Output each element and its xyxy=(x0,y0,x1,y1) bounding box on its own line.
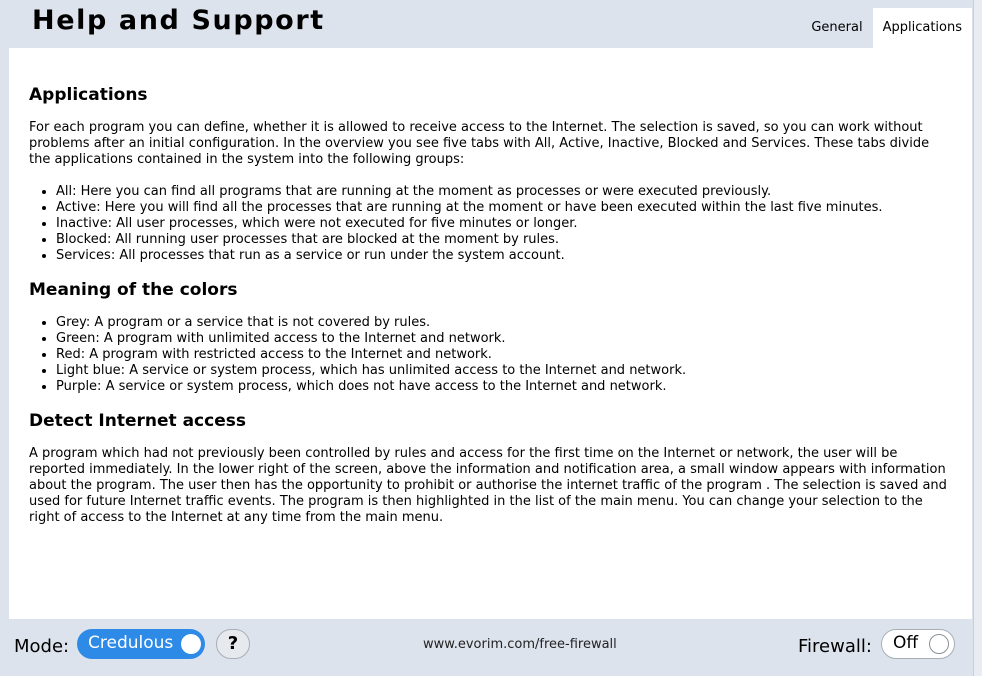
list-item: • Green: A program with unlimited access to the Internet and network. xyxy=(56,331,686,347)
website-link[interactable]: www.evorim.com/free-firewall xyxy=(423,637,617,652)
section-heading-detect-internet: Detect Internet access xyxy=(29,411,246,431)
firewall-value: Off xyxy=(893,633,919,653)
window-right-edge xyxy=(973,0,982,679)
list-item: • Services: All processes that run as a service or run under the system account. xyxy=(56,248,883,264)
help-content-panel xyxy=(9,48,972,619)
list-item: • Inactive: All user processes, which were not executed for five minutes or longer. xyxy=(56,216,883,232)
list-item: • Light blue: A service or system process, which has unlimited access to the Internet and network. xyxy=(56,363,686,379)
firewall-toggle[interactable] xyxy=(881,629,955,659)
detect-internet-paragraph: A program which had not previously been controlled by rules and access for the first time on the Internet or network, the user will be reported immediately. In the lower right of the screen, above the information and notification area, a small window appears with information about the program. The user then has the opportunity to prohibit or authorise the internet traffic of the program . The selection is saved and used for future Internet traffic events. The program is then highlighted in the list of the main menu. You can change your selection to the right of access to the Internet at any time from the main menu. xyxy=(29,446,947,525)
section-heading-applications: Applications xyxy=(29,85,148,105)
list-item: • Red: A program with restricted access to the Internet and network. xyxy=(56,347,686,363)
tab-general[interactable]: General xyxy=(811,20,863,35)
section-heading-colors: Meaning of the colors xyxy=(29,280,238,300)
page-title: Help and Support xyxy=(32,5,325,36)
applications-group-list xyxy=(29,184,883,264)
toggle-knob-icon xyxy=(929,634,949,654)
toggle-knob-icon xyxy=(181,634,201,654)
mode-toggle[interactable] xyxy=(77,629,205,659)
tab-applications[interactable]: Applications xyxy=(873,8,972,48)
footer-bar xyxy=(8,619,972,676)
help-button[interactable]: ? xyxy=(216,629,250,659)
applications-paragraph: For each program you can define, whether it is allowed to receive access to the Internet. The selection is saved, so you can work without problems after an initial configuration. In the overview you see five tabs with All, Active, Inactive, Blocked and Services. These tabs divide the applications contained in the system into the following groups: xyxy=(29,120,930,167)
list-item: • Blocked: All running user processes that are blocked at the moment by rules. xyxy=(56,232,883,248)
list-item: • Active: Here you will find all the processes that are running at the moment or have been executed within the last five minutes. xyxy=(56,200,883,216)
mode-label: Mode: xyxy=(14,636,70,657)
header-bar xyxy=(8,0,972,48)
colors-list xyxy=(29,315,686,395)
list-item: • All: Here you can find all programs that are running at the moment as processes or were executed previously. xyxy=(56,184,883,200)
list-item: • Grey: A program or a service that is not covered by rules. xyxy=(56,315,686,331)
list-item: • Purple: A service or system process, which does not have access to the Internet and network. xyxy=(56,379,686,395)
firewall-label: Firewall: xyxy=(798,636,872,657)
tab-bar xyxy=(801,8,972,48)
mode-value: Credulous xyxy=(88,633,174,653)
